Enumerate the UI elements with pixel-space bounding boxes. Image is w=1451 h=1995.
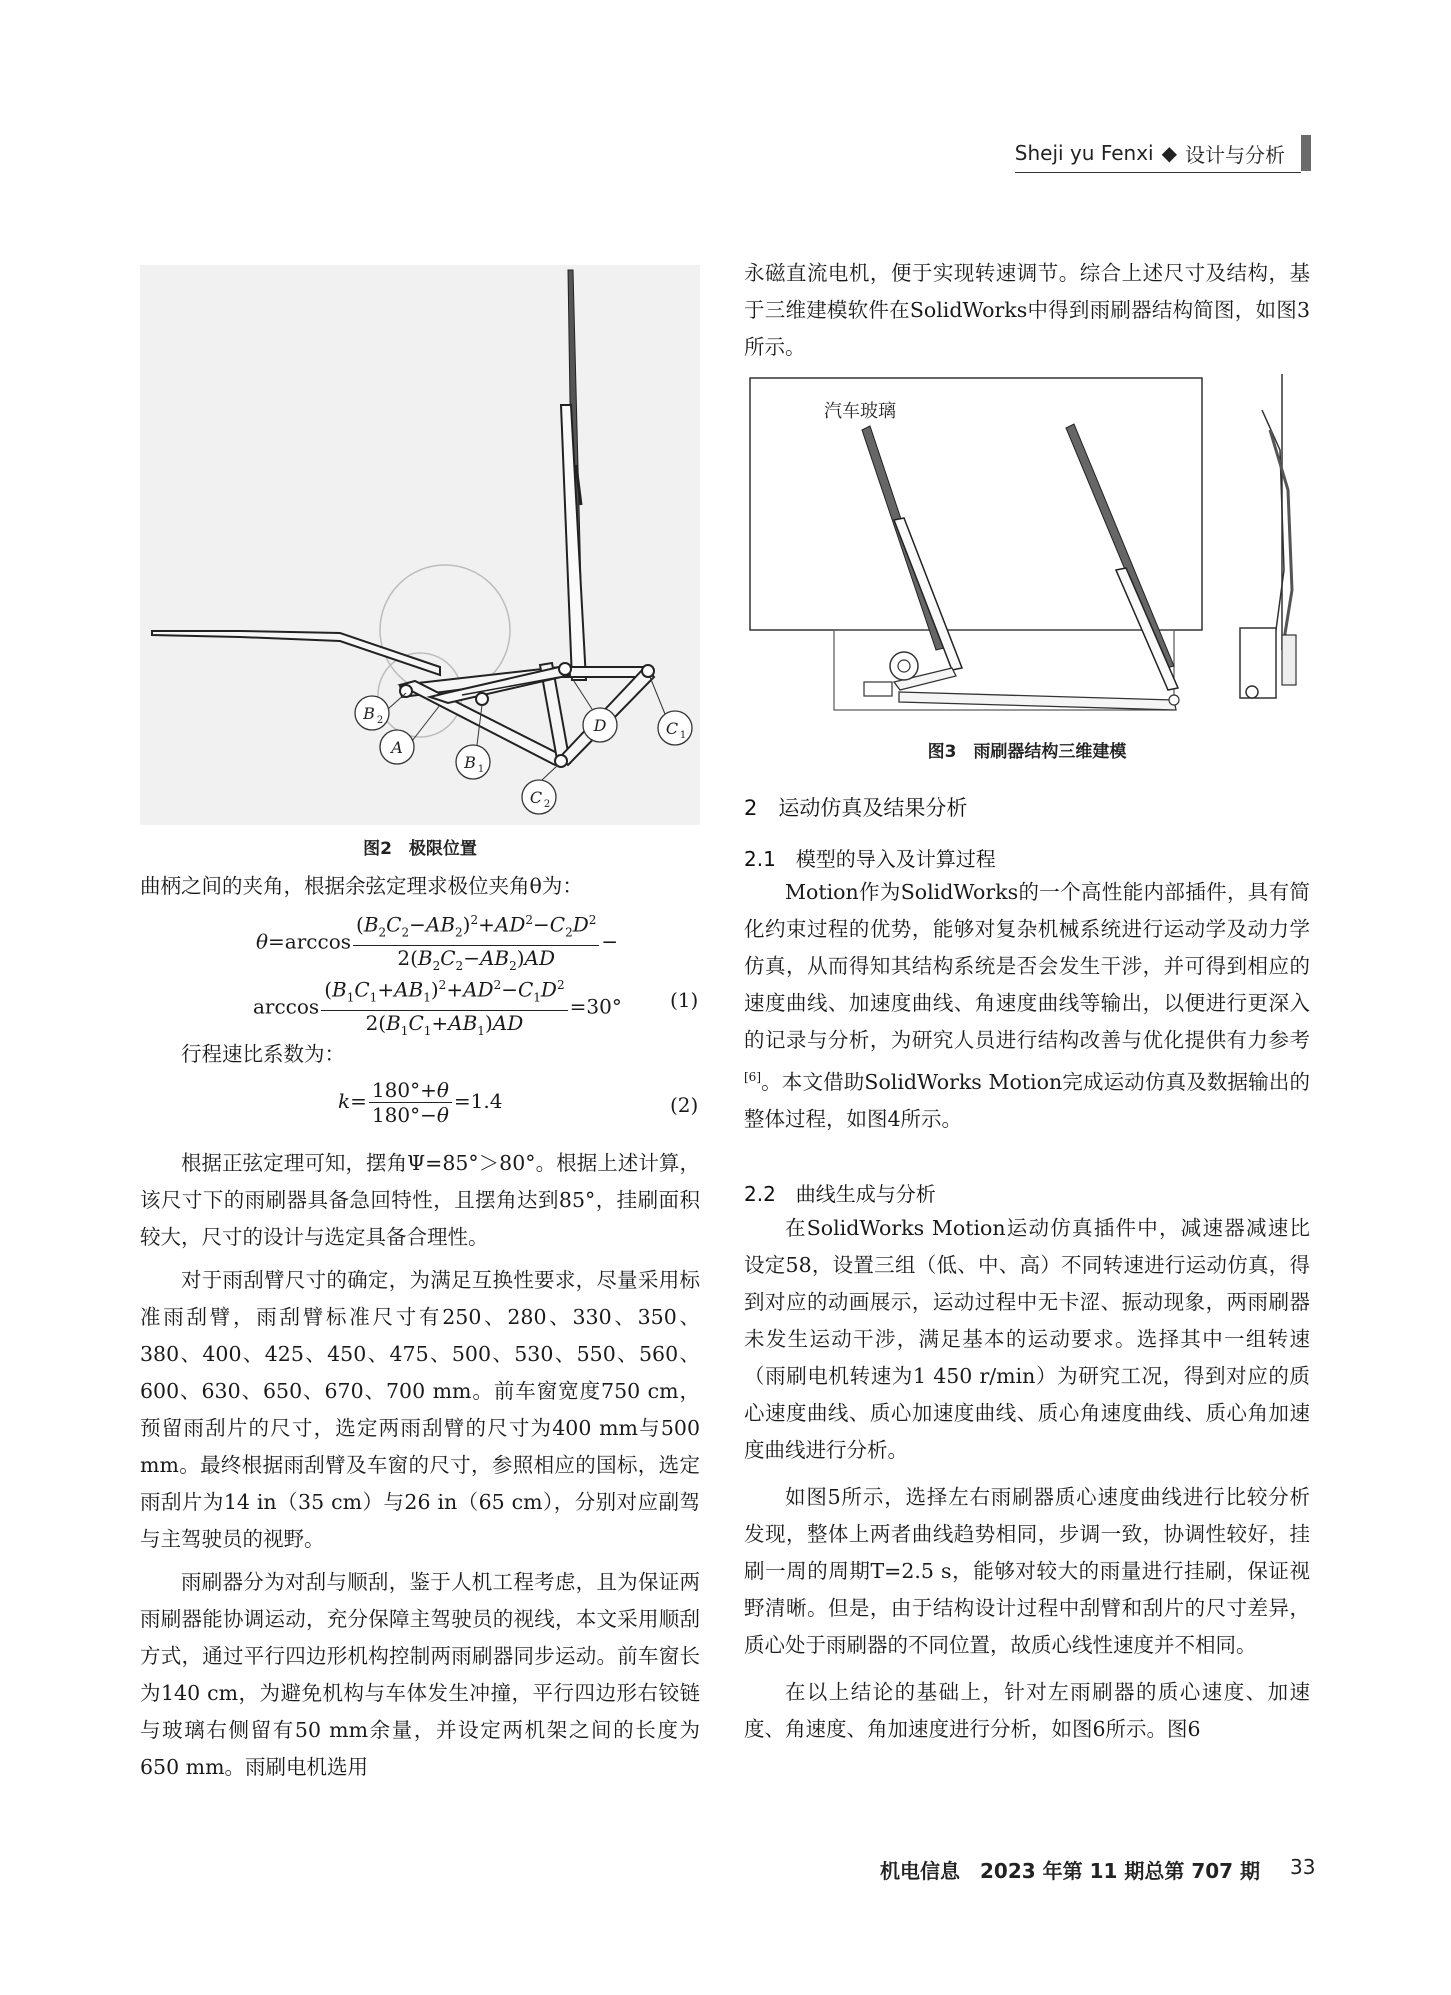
- left-p4: 对于雨刮臂尺寸的确定，为满足互换性要求，尽量采用标准雨刮臂，雨刮臂标准尺寸有250、280、330、350、380、400、425、450、475、500、530、550、560、600、630、650、670、700 mm。前车窗宽度750 cm，预留雨刮片的尺寸，选定两雨刮臂的尺寸为400 mm与500 mm。最终根据雨刮臂及车窗的尺寸，参照相应的国标，选定雨刮片为14 in（35 cm）与26 in（65 cm），分别对应副驾与主驾驶员的视野。: [140, 1268, 700, 1551]
- figure-3-caption: 图3 雨刷器结构三维建模: [927, 742, 1127, 762]
- right-p2a: Motion作为SolidWorks的一个高性能内部插件，具有简化约束过程的优势，能够对复杂机械系统进行运动学及动力学仿真，从而得知其结构系统是否会发生干涉，并可得到相应的速度曲线、加速度曲线、角速度曲线等输出，以便进行更深入的记录与分析，为研究人员进行结构改善与优化提供有力参考: [744, 880, 1310, 1052]
- right-body-1: [744, 874, 1310, 1138]
- label-b2: B: [363, 704, 375, 723]
- left-p2-wrap: [140, 1036, 700, 1073]
- figure-3-3d-model: [744, 370, 1310, 720]
- svg-text:1: 1: [477, 764, 485, 775]
- header-bar: [1301, 135, 1311, 171]
- label-d: D: [593, 716, 607, 735]
- running-title: Sheji yu Fenxi: [1014, 141, 1154, 165]
- label-c1: C: [665, 719, 679, 738]
- left-p1: 曲柄之间的夹角，根据余弦定理求极位夹角θ为：: [140, 874, 583, 898]
- right-p5: 在以上结论的基础上，针对左雨刷器的质心速度、加速度、角速度、角加速度进行分析，如图6所示。图6: [744, 1680, 1310, 1741]
- equation-2: k= $\frac{180^\circ+\theta}{180^\circ-\theta}$ =1.4: [338, 1078, 503, 1127]
- section-2-1-heading: 2.1 模型的导入及计算过程: [744, 847, 996, 871]
- label-a: A: [391, 738, 403, 757]
- glass-label: 汽车玻璃: [824, 401, 896, 422]
- label-b1: B: [464, 753, 476, 772]
- equation-1-number: (1): [670, 988, 699, 1012]
- page-number: 33: [1290, 1855, 1316, 1879]
- svg-text:1: 1: [679, 730, 687, 741]
- right-body-2: [744, 1210, 1310, 1748]
- figure-2-caption: 图2 极限位置: [363, 839, 477, 859]
- section-2-heading: 2 运动仿真及结果分析: [744, 796, 968, 820]
- right-p1: 永磁直流电机，便于实现转速调节。综合上述尺寸及结构，基于三维建模软件在SolidWorks中得到雨刷器结构简图，如图3所示。: [744, 261, 1310, 359]
- left-p3: 根据正弦定理可知，摆角Ψ=85°＞80°。根据上述计算，该尺寸下的雨刷器具备急回特性，且摆角达到85°，挂刷面积较大，尺寸的设计与选定具备合理性。: [140, 1151, 700, 1249]
- section-name: 设计与分析: [1185, 142, 1285, 167]
- right-p3: 在SolidWorks Motion运动仿真插件中，减速器减速比设定58，设置三组（低、中、高）不同转速进行运动仿真，得到对应的动画展示，运动过程中无卡涩、振动现象，两雨刷器未发生运动干涉，满足基本的运动要求。选择其中一组转速（雨刷电机转速为1 450 r/min）为研究工况，得到对应的质心速度曲线、质心加速度曲线、质心角速度曲线、质心角加速度曲线进行分析。: [744, 1216, 1310, 1462]
- equation-2-result: =1.4: [453, 1089, 503, 1113]
- left-p5: 雨刷器分为对刮与顺刮，鉴于人机工程考虑，且为保证两雨刷器能协调运动，充分保障主驾驶员的视线，本文采用顺刮方式，通过平行四边形机构控制两雨刷器同步运动。前车窗长为140 cm，为避免机构与车体发生冲撞，平行四边形右铰链与玻璃右侧留有50 mm余量，并设定两机架之间的长度为650 mm。雨刷电机选用: [140, 1570, 700, 1779]
- right-p1-wrap: [744, 255, 1310, 366]
- right-p4: 如图5所示，选择左右雨刷器质心速度曲线进行比较分析发现，整体上两者曲线趋势相同，步调一致，协调性较好，挂刷一周的周期T=2.5 s，能够对较大的雨量进行挂刷，保证视野清晰。但是，由于结构设计过程中刮臂和刮片的尺寸差异，质心处于雨刷器的不同位置，故质心线性速度并不相同。: [744, 1485, 1310, 1657]
- right-p2b: 。本文借助SolidWorks Motion完成运动仿真及数据输出的整体过程，如图4所示。: [744, 1069, 1310, 1131]
- equation-2-number: (2): [670, 1093, 699, 1117]
- label-c2: C: [529, 788, 543, 807]
- equation-1-result: =30°: [569, 994, 622, 1019]
- figure-2-mechanism: [140, 265, 700, 825]
- svg-text:2: 2: [376, 715, 384, 726]
- left-body: [140, 1145, 700, 1786]
- citation-ref: [6]: [744, 1070, 761, 1084]
- header-rule: [1015, 172, 1301, 173]
- right-p2: [744, 874, 1310, 1138]
- left-column: [140, 868, 700, 905]
- equation-1-line2: arccos $\frac{(B_1C_1+AB_1)^2+AD^2-C_1D^2}{2(B_1C_1+AB_1)AD}$ =30°: [253, 973, 622, 1043]
- running-header: [1015, 133, 1311, 173]
- journal-footer: 机电信息 2023 年第 11 期总第 707 期: [880, 1859, 1261, 1883]
- svg-text:2: 2: [543, 799, 551, 810]
- section-2-2-heading: 2.2 曲线生成与分析: [744, 1182, 936, 1206]
- left-p2: 行程速比系数为：: [181, 1042, 345, 1066]
- diamond-icon: ◆: [1161, 141, 1177, 165]
- equation-1-line1: θ=arccos $\frac{(B_2C_2-AB_2)^2+AD^2-C_2D^2}{2(B_2C_2-AB_2)AD}$ −: [256, 908, 618, 978]
